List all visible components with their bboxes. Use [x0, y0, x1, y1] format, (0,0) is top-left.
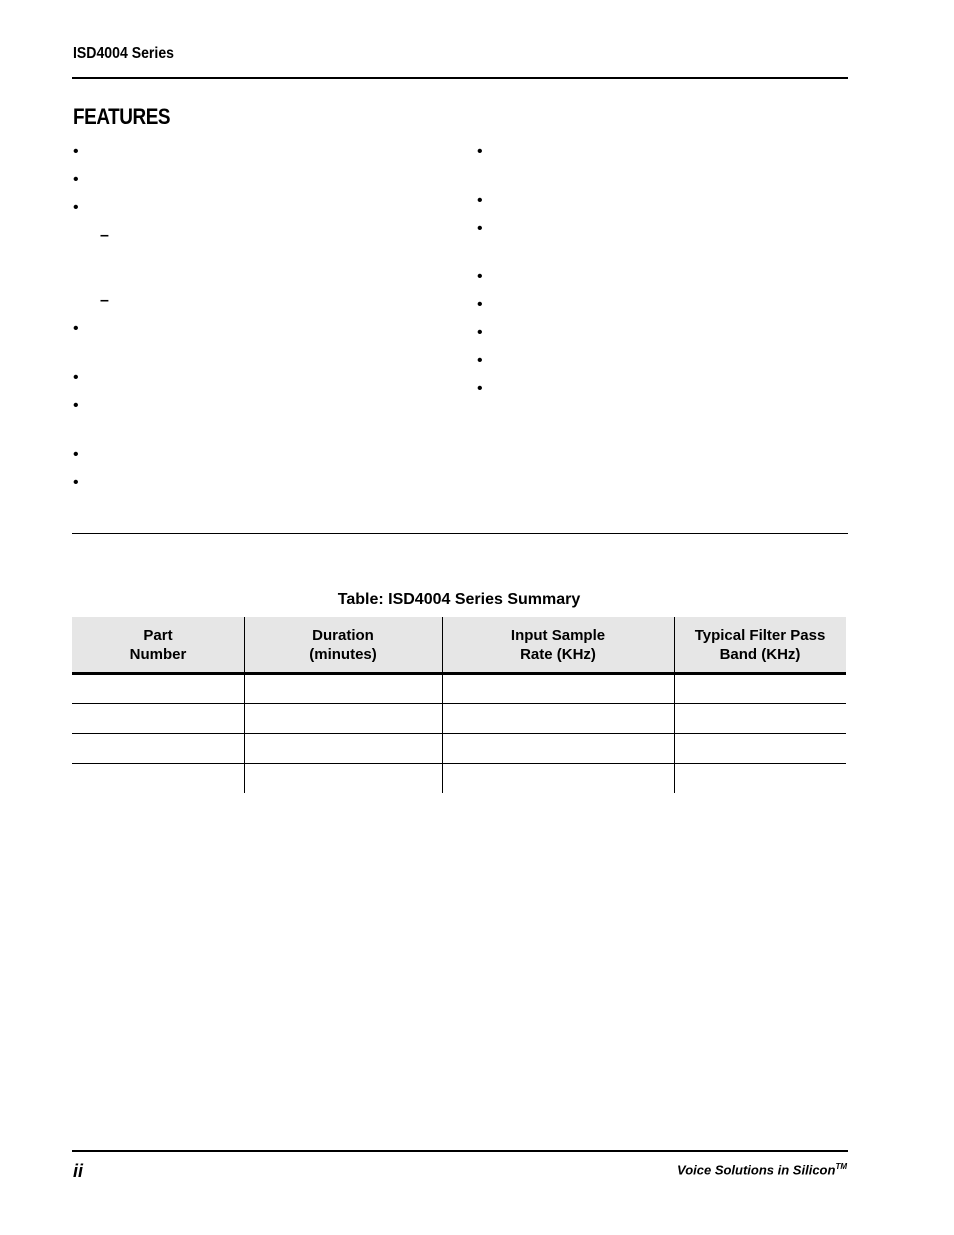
- table-column-divider: [244, 617, 245, 793]
- table-row: [72, 703, 846, 704]
- column-header-line: Input Sample: [510, 627, 606, 644]
- column-header-line: Part: [143, 627, 173, 644]
- column-header-line: Typical Filter Pass: [694, 627, 826, 644]
- features-bullet: •: [73, 397, 79, 414]
- page-number: ii: [73, 1161, 84, 1181]
- features-bullet: •: [477, 143, 483, 160]
- running-header-title: ISD4004 Series: [73, 45, 174, 62]
- footer-brand-text: Voice Solutions in Silicon: [677, 1162, 836, 1178]
- section-divider: [72, 533, 848, 534]
- column-header-filter-pass-band: [674, 626, 846, 664]
- features-bullet: •: [477, 192, 483, 209]
- features-bullet: •: [73, 446, 79, 463]
- features-bullet: •: [73, 171, 79, 188]
- features-bullet: •: [477, 296, 483, 313]
- features-bullet: •: [73, 199, 79, 216]
- features-bullet: •: [73, 320, 79, 337]
- column-header-input-sample-rate: [442, 626, 674, 664]
- trademark-mark: TM: [835, 1162, 847, 1171]
- footer-brand: [677, 1162, 847, 1177]
- features-sub-dash: –: [100, 292, 109, 309]
- features-bullet: •: [477, 352, 483, 369]
- features-bullet: •: [73, 143, 79, 160]
- table-column-divider: [442, 617, 443, 793]
- features-bullet: •: [73, 369, 79, 386]
- column-header-part-number: [72, 626, 244, 664]
- features-bullet: •: [477, 268, 483, 285]
- table-column-divider: [674, 617, 675, 793]
- table-caption: Table: ISD4004 Series Summary: [337, 591, 581, 608]
- features-heading: FEATURES: [73, 104, 171, 129]
- table-row: [72, 733, 846, 734]
- column-header-line: (minutes): [309, 646, 377, 663]
- column-header-line: Rate (KHz): [520, 646, 596, 663]
- features-bullet: •: [477, 220, 483, 237]
- column-header-line: Number: [129, 646, 187, 663]
- features-bullet: •: [73, 474, 79, 491]
- table-header-rule: [72, 672, 846, 675]
- column-header-duration: [244, 626, 442, 664]
- features-bullet: •: [477, 324, 483, 341]
- column-header-line: Duration: [312, 627, 374, 644]
- header-rule: [72, 77, 848, 79]
- features-sub-dash: –: [100, 227, 109, 244]
- column-header-line: Band (KHz): [719, 646, 801, 663]
- table-row: [72, 763, 846, 764]
- features-bullet: •: [477, 380, 483, 397]
- footer-rule: [72, 1150, 848, 1152]
